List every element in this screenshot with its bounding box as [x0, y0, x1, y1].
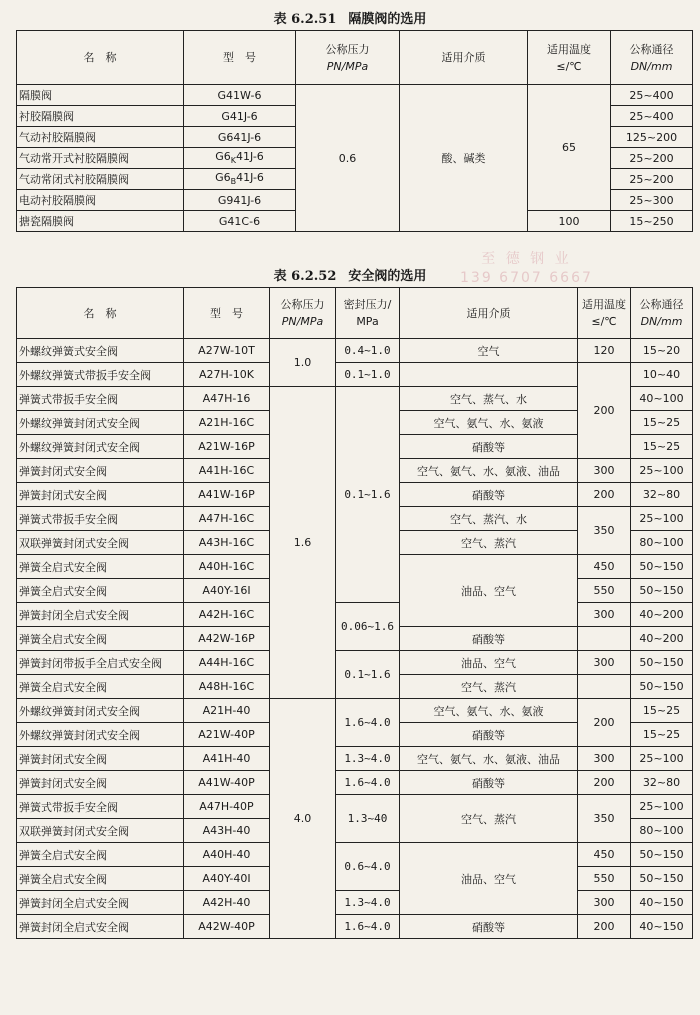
valve-name-cell: 电动衬胶隔膜阀: [17, 190, 184, 211]
table1-header-pressure-line1: 公称压力: [325, 42, 370, 56]
temp-cell: 200: [578, 771, 631, 795]
valve-name-cell: 弹簧全启式安全阀: [17, 867, 184, 891]
table-row: [17, 795, 693, 819]
temp-cell: 100: [528, 211, 611, 232]
model-cell: A40Y-16I: [184, 579, 270, 603]
model-cell: A40H-16C: [184, 555, 270, 579]
model-subscript: B: [230, 177, 237, 187]
model-cell: A21H-40: [184, 699, 270, 723]
model-cell: A40Y-40I: [184, 867, 270, 891]
table2-header-medium: 适用介质: [400, 288, 578, 339]
valve-name-cell: 弹簧封闭式安全阀: [17, 771, 184, 795]
valve-name-cell: 弹簧全启式安全阀: [17, 555, 184, 579]
valve-name-cell: 弹簧封闭式安全阀: [17, 459, 184, 483]
seal-pressure-cell: 0.1~1.0: [336, 363, 400, 387]
table2-header-seal-line2: MPa: [356, 315, 379, 328]
table2-header-pressure: [270, 288, 336, 339]
temp-cell: [578, 627, 631, 651]
diameter-cell: 15~25: [631, 699, 693, 723]
model-cell: A41W-40P: [184, 771, 270, 795]
temp-cell: 65: [528, 85, 611, 211]
seal-pressure-cell: 0.6~4.0: [336, 843, 400, 891]
table2-header-seal: [336, 288, 400, 339]
model-cell: G641J-6: [184, 127, 296, 148]
model-cell: A44H-16C: [184, 651, 270, 675]
model-cell: A42H-40: [184, 891, 270, 915]
valve-name-cell: 弹簧全启式安全阀: [17, 627, 184, 651]
diameter-cell: 50~150: [631, 867, 693, 891]
temp-cell: 550: [578, 867, 631, 891]
temp-cell: 300: [578, 459, 631, 483]
table1-header-diameter-line1: 公称通径: [629, 42, 674, 56]
temp-cell: 350: [578, 507, 631, 555]
diameter-cell: 50~150: [631, 675, 693, 699]
temp-cell: 550: [578, 579, 631, 603]
diameter-cell: 80~100: [631, 819, 693, 843]
table1-header-row: [17, 31, 693, 85]
diameter-cell: 25~200: [611, 169, 693, 190]
diameter-cell: 15~25: [631, 411, 693, 435]
model-cell: G41W-6: [184, 85, 296, 106]
diameter-cell: 32~80: [631, 771, 693, 795]
model-cell: A27W-10T: [184, 339, 270, 363]
temp-cell: 450: [578, 555, 631, 579]
seal-pressure-cell: 1.3~40: [336, 795, 400, 843]
table2-header-temp-line2: ≤/℃: [591, 315, 617, 328]
temp-cell: 450: [578, 843, 631, 867]
diameter-cell: 50~150: [631, 843, 693, 867]
model-cell: A43H-40: [184, 819, 270, 843]
model-cell: A21W-40P: [184, 723, 270, 747]
model-cell: A43H-16C: [184, 531, 270, 555]
valve-name-cell: 双联弹簧封闭式安全阀: [17, 531, 184, 555]
table2-caption-title: 安全阀的选用: [348, 269, 427, 284]
table1-header-diameter-line2: DN/mm: [630, 59, 673, 73]
model-cell: A21H-16C: [184, 411, 270, 435]
watermark-line1: 至 德 钢 业: [481, 251, 572, 267]
table2-header-temp: [578, 288, 631, 339]
table-row: [17, 363, 693, 387]
model-cell: G41C-6: [184, 211, 296, 232]
table1-header-pressure-line2: PN/MPa: [326, 59, 369, 73]
model-subscript: K: [230, 156, 236, 166]
table1-header-medium: 适用介质: [400, 31, 528, 85]
pressure-cell: 1.6: [270, 387, 336, 699]
medium-cell: 硝酸等: [400, 915, 578, 939]
table2-header-row: [17, 288, 693, 339]
temp-cell: 300: [578, 603, 631, 627]
diameter-cell: 15~250: [611, 211, 693, 232]
valve-name-cell: 弹簧封闭带扳手全启式安全阀: [17, 651, 184, 675]
temp-cell: 200: [578, 483, 631, 507]
model-cell: A42H-16C: [184, 603, 270, 627]
table-row: [17, 603, 693, 627]
table1-caption-number: 表 6.2.51: [273, 12, 337, 27]
temp-cell: 300: [578, 891, 631, 915]
medium-cell: 空气、氨气、水、氨液: [400, 411, 578, 435]
diameter-cell: 40~100: [631, 387, 693, 411]
medium-cell: 空气、氨气、水、氨液、油品: [400, 459, 578, 483]
seal-pressure-cell: 1.6~4.0: [336, 915, 400, 939]
table-row: [17, 699, 693, 723]
table-row: [17, 651, 693, 675]
medium-cell: 空气、氨气、水、氨液: [400, 699, 578, 723]
model-cell: A41W-16P: [184, 483, 270, 507]
valve-name-cell: 弹簧封闭全启式安全阀: [17, 891, 184, 915]
valve-name-cell: 弹簧全启式安全阀: [17, 843, 184, 867]
diameter-cell: 50~150: [631, 651, 693, 675]
valve-name-cell: 弹簧封闭全启式安全阀: [17, 603, 184, 627]
diameter-cell: 25~100: [631, 459, 693, 483]
model-cell: A42W-40P: [184, 915, 270, 939]
valve-name-cell: 弹簧全启式安全阀: [17, 675, 184, 699]
valve-name-cell: 弹簧式带扳手安全阀: [17, 507, 184, 531]
table-row: [17, 891, 693, 915]
valve-name-cell: 气动衬胶隔膜阀: [17, 127, 184, 148]
diameter-cell: 15~25: [631, 435, 693, 459]
medium-cell: 油品、空气: [400, 843, 578, 915]
model-cell: G941J-6: [184, 190, 296, 211]
model-cell: [184, 148, 296, 169]
seal-pressure-cell: 1.3~4.0: [336, 747, 400, 771]
model-cell: A40H-40: [184, 843, 270, 867]
table-row: [17, 915, 693, 939]
temp-cell: 200: [578, 915, 631, 939]
table1-header-diameter: [611, 31, 693, 85]
table2-caption: [0, 265, 700, 284]
diameter-cell: 40~200: [631, 627, 693, 651]
temp-cell: 120: [578, 339, 631, 363]
diameter-cell: 40~150: [631, 891, 693, 915]
medium-cell: 空气: [400, 339, 578, 363]
watermark-line2: 139 6707 6667: [460, 270, 593, 286]
valve-name-cell: 弹簧式带扳手安全阀: [17, 795, 184, 819]
table2-header-pressure-line2: PN/MPa: [281, 315, 324, 328]
medium-cell: 空气、蒸汽: [400, 675, 578, 699]
table2-header-pressure-line1: 公称压力: [280, 298, 325, 311]
valve-name-cell: 外螺纹弹簧封闭式安全阀: [17, 411, 184, 435]
model-prefix: G6: [215, 171, 231, 185]
seal-pressure-cell: 1.6~4.0: [336, 771, 400, 795]
diameter-cell: 25~300: [611, 190, 693, 211]
model-cell: A47H-40P: [184, 795, 270, 819]
safety-valve-table: [16, 287, 693, 939]
medium-cell: 硝酸等: [400, 435, 578, 459]
table2-header-diameter: [631, 288, 693, 339]
valve-name-cell: 弹簧封闭全启式安全阀: [17, 915, 184, 939]
valve-name-cell: 弹簧封闭式安全阀: [17, 747, 184, 771]
diameter-cell: 25~400: [611, 85, 693, 106]
temp-cell: 200: [578, 363, 631, 459]
table1-header-name: 名 称: [17, 31, 184, 85]
valve-name-cell: 外螺纹弹簧封闭式安全阀: [17, 699, 184, 723]
table1-header-temp: [528, 31, 611, 85]
table1-header-pressure: [296, 31, 400, 85]
diameter-cell: 25~100: [631, 795, 693, 819]
diameter-cell: 40~200: [631, 603, 693, 627]
medium-cell: [400, 363, 578, 387]
diameter-cell: 32~80: [631, 483, 693, 507]
table-row: [17, 843, 693, 867]
pressure-cell: 4.0: [270, 699, 336, 939]
valve-name-cell: 衬胶隔膜阀: [17, 106, 184, 127]
seal-pressure-cell: 1.6~4.0: [336, 699, 400, 747]
diameter-cell: 25~200: [611, 148, 693, 169]
valve-name-cell: 隔膜阀: [17, 85, 184, 106]
valve-name-cell: 弹簧式带扳手安全阀: [17, 387, 184, 411]
model-prefix: G6: [215, 150, 231, 164]
diameter-cell: 15~20: [631, 339, 693, 363]
medium-cell: 空气、蒸汽、水: [400, 507, 578, 531]
table2-header-name: 名 称: [17, 288, 184, 339]
temp-cell: 300: [578, 747, 631, 771]
valve-name-cell: 外螺纹弹簧式带扳手安全阀: [17, 363, 184, 387]
diameter-cell: 50~150: [631, 555, 693, 579]
valve-name-cell: 双联弹簧封闭式安全阀: [17, 819, 184, 843]
model-cell: A41H-40: [184, 747, 270, 771]
seal-pressure-cell: 0.4~1.0: [336, 339, 400, 363]
seal-pressure-cell: 0.06~1.6: [336, 603, 400, 651]
diameter-cell: 50~150: [631, 579, 693, 603]
diameter-cell: 125~200: [611, 127, 693, 148]
medium-cell: 油品、空气: [400, 555, 578, 627]
table1-header-temp-line2: ≤/℃: [556, 59, 582, 73]
diameter-cell: 25~100: [631, 507, 693, 531]
model-cell: A41H-16C: [184, 459, 270, 483]
valve-name-cell: 搪瓷隔膜阀: [17, 211, 184, 232]
model-cell: A42W-16P: [184, 627, 270, 651]
diaphragm-valve-table: [16, 30, 693, 232]
table2-caption-number: 表 6.2.52: [273, 269, 337, 284]
model-suffix: 41J-6: [235, 150, 264, 164]
model-cell: A47H-16C: [184, 507, 270, 531]
temp-cell: [578, 675, 631, 699]
valve-name-cell: 弹簧封闭式安全阀: [17, 483, 184, 507]
model-cell: A48H-16C: [184, 675, 270, 699]
table2-header-diameter-line1: 公称通径: [639, 298, 684, 311]
pressure-cell: 1.0: [270, 339, 336, 387]
diameter-cell: 10~40: [631, 363, 693, 387]
seal-pressure-cell: 0.1~1.6: [336, 387, 400, 603]
valve-name-cell: 外螺纹弹簧式安全阀: [17, 339, 184, 363]
medium-cell: 硝酸等: [400, 483, 578, 507]
table1-header-temp-line1: 适用温度: [547, 42, 591, 56]
medium-cell: 空气、蒸汽: [400, 531, 578, 555]
model-suffix: 41J-6: [236, 171, 264, 185]
diameter-cell: 25~400: [611, 106, 693, 127]
seal-pressure-cell: 1.3~4.0: [336, 891, 400, 915]
temp-cell: 300: [578, 651, 631, 675]
medium-cell: 酸、碱类: [400, 85, 528, 232]
medium-cell: 硝酸等: [400, 723, 578, 747]
table2-header-diameter-line2: DN/mm: [640, 315, 683, 328]
temp-cell: 350: [578, 795, 631, 843]
medium-cell: 空气、蒸汽: [400, 795, 578, 843]
seal-pressure-cell: 0.1~1.6: [336, 651, 400, 699]
medium-cell: 空气、蒸气、水: [400, 387, 578, 411]
model-cell: A21W-16P: [184, 435, 270, 459]
medium-cell: 硝酸等: [400, 627, 578, 651]
table1-caption-title: 隔膜阀的选用: [348, 12, 427, 27]
medium-cell: 油品、空气: [400, 651, 578, 675]
medium-cell: 空气、氨气、水、氨液、油品: [400, 747, 578, 771]
table1-header-model: 型 号: [184, 31, 296, 85]
pressure-cell: 0.6: [296, 85, 400, 232]
model-cell: [184, 169, 296, 190]
table2-header-seal-line1: 密封压力/: [343, 298, 392, 311]
table1-caption: [0, 8, 700, 27]
valve-name-cell: 气动常开式衬胶隔膜阀: [17, 148, 184, 169]
valve-name-cell: 外螺纹弹簧封闭式安全阀: [17, 723, 184, 747]
temp-cell: 200: [578, 699, 631, 747]
model-cell: G41J-6: [184, 106, 296, 127]
valve-name-cell: 外螺纹弹簧封闭式安全阀: [17, 435, 184, 459]
table-row: [17, 85, 693, 106]
table-row: [17, 339, 693, 363]
table-row: [17, 747, 693, 771]
model-cell: A27H-10K: [184, 363, 270, 387]
valve-name-cell: 气动常闭式衬胶隔膜阀: [17, 169, 184, 190]
valve-name-cell: 弹簧全启式安全阀: [17, 579, 184, 603]
medium-cell: 硝酸等: [400, 771, 578, 795]
table-row: [17, 771, 693, 795]
table2-header-temp-line1: 适用温度: [582, 298, 626, 311]
diameter-cell: 80~100: [631, 531, 693, 555]
diameter-cell: 40~150: [631, 915, 693, 939]
diameter-cell: 25~100: [631, 747, 693, 771]
diameter-cell: 15~25: [631, 723, 693, 747]
table2-header-model: 型 号: [184, 288, 270, 339]
model-cell: A47H-16: [184, 387, 270, 411]
